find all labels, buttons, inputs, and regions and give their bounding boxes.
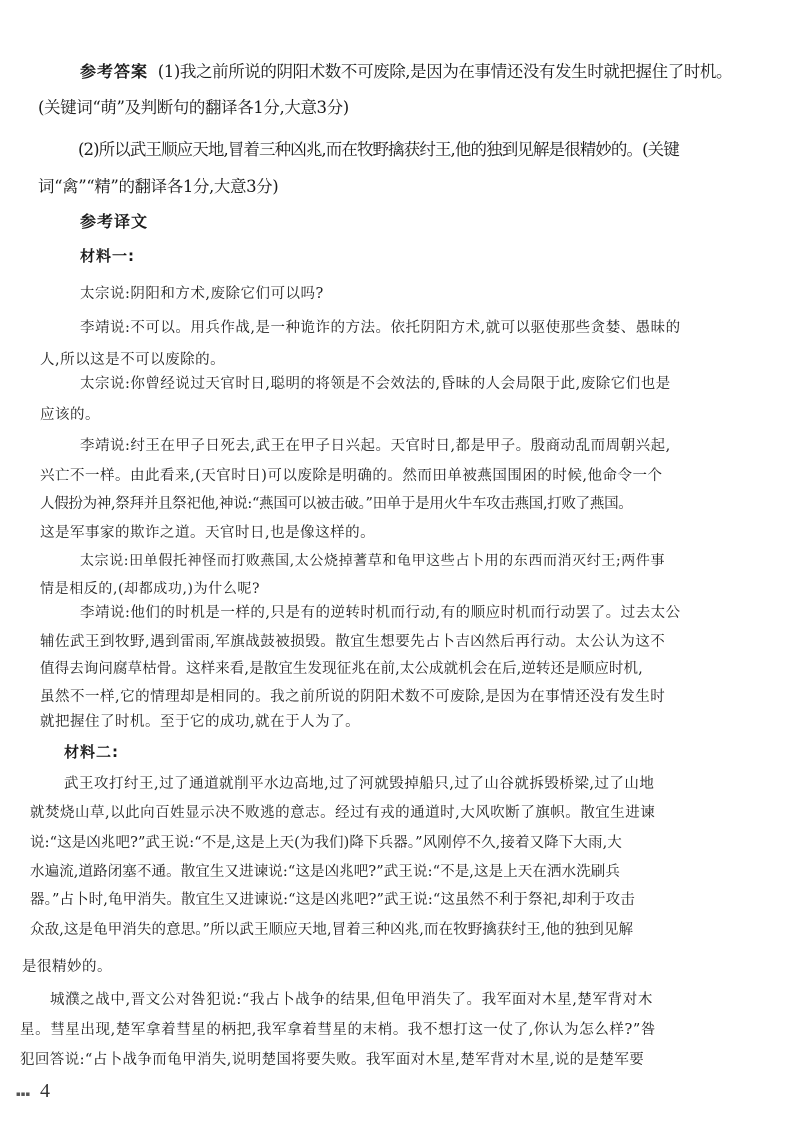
m1-line-8: 人假扮为神,祭拜并且祭祀他,神说:“燕国可以被击破。”田单于是用火牛车攻击燕国,打败了燕国。 xyxy=(40,496,633,512)
m1-line-2: 李靖说:不可以。用兵作战,是一种诡诈的方法。依托阴阳方术,就可以驱使那些贪婪、愚昧的 xyxy=(80,320,681,336)
m2-line-6: 众敌,这是龟甲消失的意思。”所以武王顺应天地,冒着三种凶兆,而在牧野擒获纣王,他的独到见解 xyxy=(30,922,634,938)
m1-line-9: 这是军事家的欺诈之道。天官时日,也是像这样的。 xyxy=(40,525,376,541)
m1-line-6: 李靖说:纣王在甲子日死去,武王在甲子日兴起。天官时日,都是甲子。殷商动乱而周朝兴起, xyxy=(80,438,671,454)
m1-line-13: 辅佐武王到牧野,遇到雷雨,军旗战鼓被损毁。散宜生想要先占卜吉凶然后再行动。太公认为这不 xyxy=(40,634,666,650)
m1-line-3: 人,所以这是不可以废除的。 xyxy=(40,352,226,368)
m1-line-10: 太宗说:田单假托神怪而打败燕国,太公烧掉蓍草和龟甲这些占卜用的东西而消灭纣王;两件事 xyxy=(80,553,666,569)
m1-line-14: 值得去询问腐草枯骨。这样来看,是散宜生发现征兆在前,太公成就机会在后,逆转还是顺应时机, xyxy=(40,661,643,677)
m2-line-3: 说:“这是凶兆吧?”武王说:“不是,这是上天(为我们)降下兵器。”风刚停不久,接着又降下大雨,大 xyxy=(30,835,622,851)
answer-line-3: (2)所以武王顺应天地,冒着三种凶兆,而在牧野擒获纣王,他的独到见解是很精妙的。(关键 xyxy=(78,140,679,159)
answer-line-2: (关键词“萌”及判断句的翻译各1分,大意3分) xyxy=(38,98,349,117)
m2-line-5: 器。”占卜时,龟甲消失。散宜生又进谏说:“这是凶兆吧?”武王说:“这虽然不利于祭祀,却利于攻击 xyxy=(30,892,635,908)
m2-line-8: 城濮之战中,晋文公对咎犯说:“我占卜战争的结果,但龟甲消失了。我军面对木星,楚军背对木 xyxy=(50,992,653,1008)
m1-line-4: 太宗说:你曾经说过天官时日,聪明的将领是不会效法的,昏昧的人会局限于此,废除它们也是 xyxy=(80,376,671,392)
m1-line-11: 情是相反的,(却都成功,)为什么呢? xyxy=(40,581,261,597)
material1-title: 材料一: xyxy=(80,247,135,265)
translation-title: 参考译文 xyxy=(80,212,149,231)
m1-line-15: 虽然不一样,它的情理却是相同的。我之前所说的阴阳术数不可废除,是因为在事情还没有发生时 xyxy=(40,689,666,705)
answer-line-1 xyxy=(80,62,732,82)
m1-line-7: 兴亡不一样。由此看来,(天官时日)可以废除是明确的。然而田单被燕国围困的时候,他命令一个 xyxy=(40,468,663,484)
m2-line-4: 水遍流,道路闭塞不通。散宜生又进谏说:“这是凶兆吧?”武王说:“不是,这是上天在洒水洗刷兵 xyxy=(30,864,620,880)
answer-text: (1)我之前所说的阴阳术数不可废除,是因为在事情还没有发生时就把握住了时机。 xyxy=(157,62,733,81)
m2-line-10: 犯回答说:“占卜战争而龟甲消失,说明楚国将要失败。我军面对木星,楚军背对木星,说的是楚军要 xyxy=(20,1052,645,1068)
m2-line-7: 是很精妙的。 xyxy=(22,959,112,975)
m2-line-1: 武王攻打纣王,过了通道就削平水边高地,过了河就毁掉船只,过了山谷就拆毁桥梁,过了山地 xyxy=(64,776,655,792)
m1-line-5: 应该的。 xyxy=(40,407,100,423)
m1-line-16: 就把握住了时机。至于它的成功,就在于人为了。 xyxy=(40,714,361,730)
answer-label: 参考答案 xyxy=(80,62,149,81)
material2-title: 材料二: xyxy=(64,743,119,761)
m1-line-12: 李靖说:他们的时机是一样的,只是有的逆转时机而行动,有的顺应时机而行动罢了。过去太公 xyxy=(80,605,681,621)
m2-line-2: 就焚烧山草,以此向百姓显示决不败逃的意志。经过有戎的通道时,大风吹断了旗帜。散宜生进谏 xyxy=(30,805,656,821)
page-mark: ▪▪▪ xyxy=(16,1090,31,1098)
page-number: 4 xyxy=(40,1080,50,1102)
m1-line-1: 太宗说:阴阳和方术,废除它们可以吗? xyxy=(80,286,324,302)
m2-line-9: 星。彗星出现,楚军拿着彗星的柄把,我军拿着彗星的末梢。我不想打这一仗了,你认为怎么样?”咎 xyxy=(20,1022,657,1038)
answer-line-4: 词“禽”“精”的翻译各1分,大意3分) xyxy=(38,177,279,196)
